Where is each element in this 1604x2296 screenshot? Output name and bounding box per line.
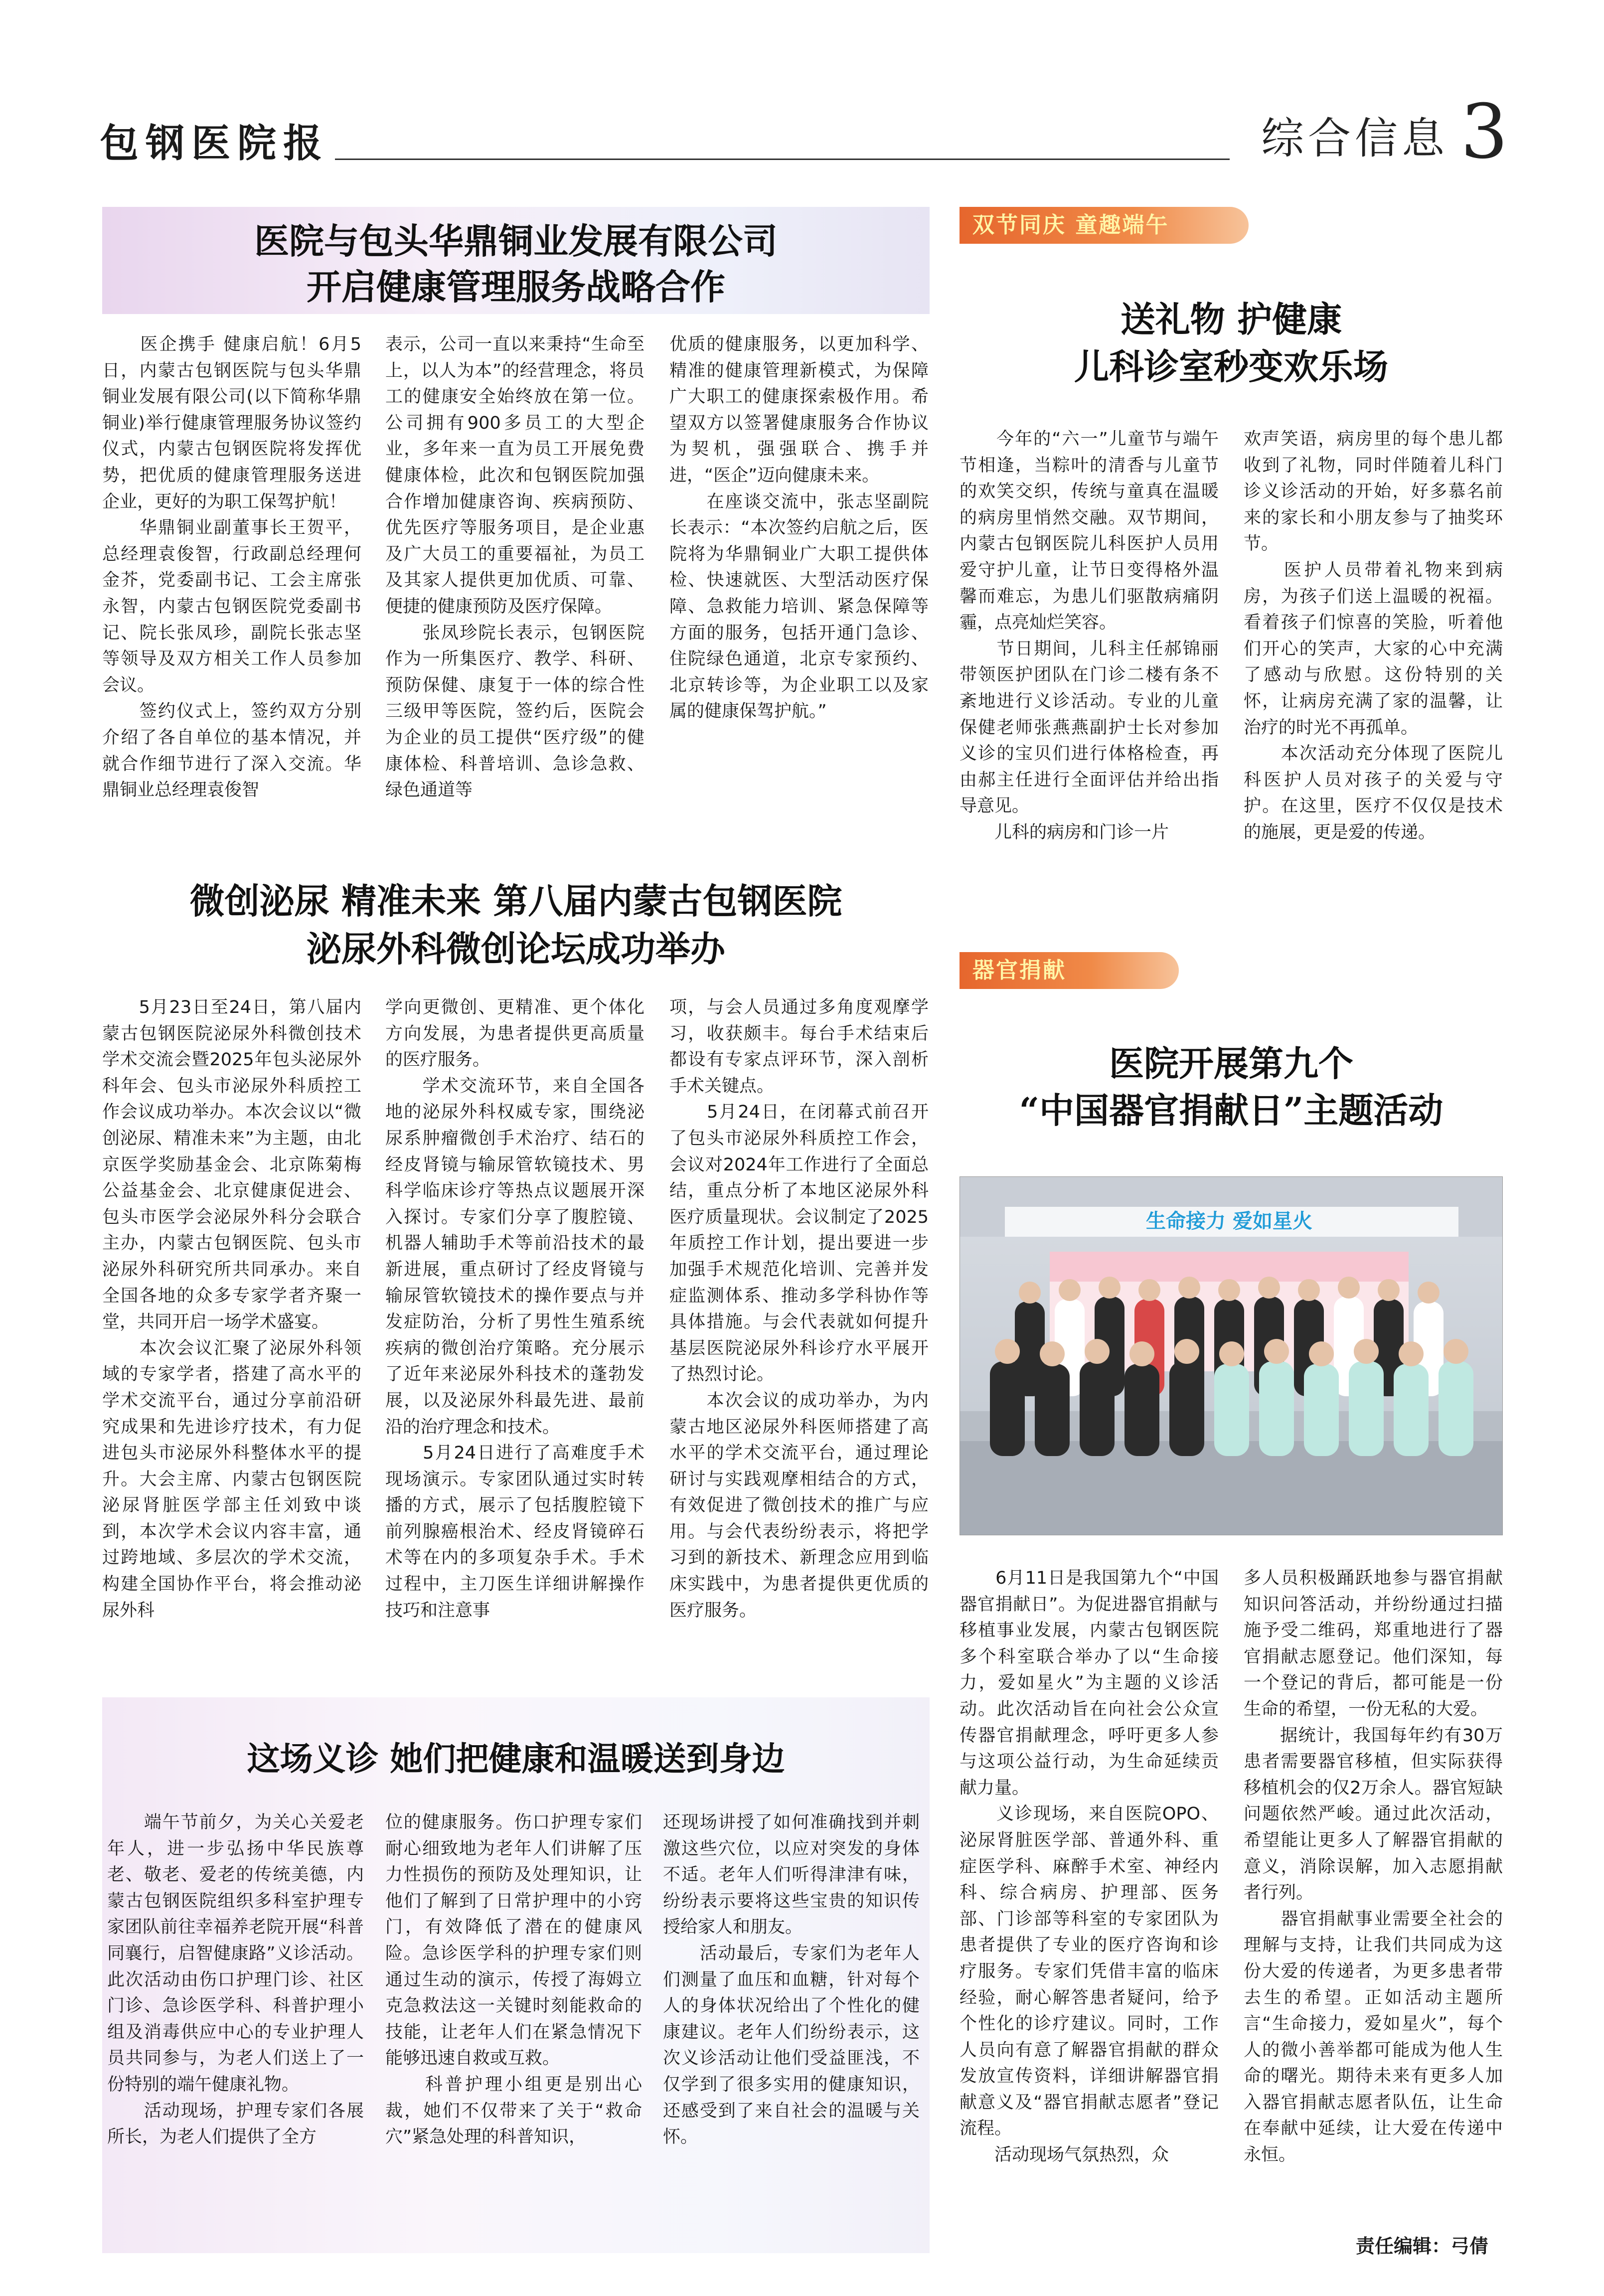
article2-headline-line1: 微创泌尿 精准未来 第八届内蒙古包钢医院 bbox=[189, 880, 842, 922]
article4-section-tag: 双节同庆 童趣端午 bbox=[960, 207, 1249, 244]
paper-name: 包钢医院报 bbox=[100, 121, 329, 166]
article3-column-2: 位的健康服务。伤口护理专家们耐心细致地为老年人们讲解了压力性损伤的预防及处理知识，让他们了解到了日常护理中的小窍门，有效降低了潜在的健康风险。急诊医学科的护理专家们则通过生动的演示，传授了海姆立克急救法这一关键时刻能救命的技能，让老年人们在紧急情况下能够迅速自救或互救。 科普护理小组更是别出心裁，她们不仅带来了关于“救命穴”紧急处理的科普知识， bbox=[385, 1812, 642, 2147]
article1-headline-line1: 医院与包头华鼎铜业发展有限公司 bbox=[254, 220, 778, 262]
article5-column-2: 多人员积极踊跃地参与器官捐献知识问答活动，并纷纷通过扫描施予受二维码，郑重地进行了器官捐献志愿登记。他们深知，每一个登记的背后，都可能是一份生命的希望，一份无私的大爱。 据统计，我国每年约有30万患者需要器官移植，但实际获得移植机会的仅2万余人。器官短缺问题依然严峻。通过此次活动，希望能让更多人了解器官捐献的意义，消除误解，加入志愿捐献者行列。 器官捐献事业需要全社会的理解与支持，让我们共同成为这份大爱的传递者，为更多患者带去生的希望。正如活动主题所言“生命接力，爱如星火”，每个人的微小善举都可能成为他人生命的曙光。期待未来有更多人加入器官捐献志愿者队伍，让生命在奉献中延续，让大爱在传递中永恒。 bbox=[1244, 1568, 1503, 2165]
article5-headline-line1: 医院开展第九个 bbox=[1109, 1043, 1353, 1084]
masthead-rule bbox=[335, 159, 1230, 160]
article1-headline-line2: 开启健康管理服务战略合作 bbox=[307, 266, 725, 308]
section-name: 综合信息 bbox=[1261, 114, 1448, 164]
article4-column-1: 今年的“六一”儿童节与端午节相逢，当粽叶的清香与儿童节的欢笑交织，传统与童真在温暖的病房里悄然交融。双节期间，内蒙古包钢医院儿科医护人员用爱守护儿童，让节日变得格外温馨而难忘，为患儿们驱散病痛阴霾，点亮灿烂笑容。 节日期间，儿科主任郝锦丽带领医护团队在门诊二楼有条不紊地进行义诊活动。专业的儿童保健老师张燕燕副护士长对参加义诊的宝贝们进行体格检查，再由郝主任进行全面评估并给出指导意见。 儿科的病房和门诊一片 bbox=[960, 429, 1219, 842]
article4-headline-line1: 送礼物 护健康 bbox=[1120, 299, 1342, 340]
article5-headline-line2: “中国器官捐献日”主题活动 bbox=[1019, 1090, 1444, 1131]
photo-banner-text: 生命接力 爱如星火 bbox=[1146, 1210, 1312, 1233]
article3-column-1: 端午节前夕，为关心关爱老年人，进一步弘扬中华民族尊老、敬老、爱老的传统美德，内蒙古包钢医院组织多科室护理专家团队前往幸福养老院开展“科普同襄行，启智健康路”义诊活动。此次活动由伤口护理门诊、社区门诊、急诊医学科、科普护理小组及消毒供应中心的专业护理人员共同参与，为老人们送上了一份特别的端午健康礼物。 活动现场，护理专家们各展所长，为老人们提供了全方 bbox=[107, 1812, 364, 2147]
photo-person-row-front bbox=[990, 1361, 1473, 1456]
article2-column-3: 项，与会人员通过多角度观摩学习，收获颇丰。每台手术结束后都设有专家点评环节，深入剖析手术关键点。 5月24日，在闭幕式前召开了包头市泌尿外科质控工作会，会议对2024年工作进行了全面总结，重点分析了本地区泌尿外科医疗质量现状。会议制定了2025年质控工作计划，提出要进一步加强手术规范化培训、完善并发症监测体系、推动多学科协作等具体措施。与会代表就如何提升基层医院泌尿外科诊疗水平展开了热烈讨论。 本次会议的成功举办，为内蒙古地区泌尿外科医师搭建了高水平的学术交流平台，通过理论研讨与实践观摩相结合的方式，有效促进了微创技术的推广与应用。与会代表纷纷表示，将把学习到的新技术、新理念应用到临床实践中，为患者提供更优质的医疗服务。 bbox=[669, 997, 929, 1621]
page-number: 3 bbox=[1460, 89, 1508, 175]
article1-column-2: 表示，公司一直以来秉持“生命至上，以人为本”的经营理念，将员工的健康安全始终放在第一位。公司拥有900多员工的大型企业，多年来一直为员工开展免费健康体检，此次和包钢医院加强合作增加健康咨询、疾病预防、优先医疗等服务项目，是企业惠及广大员工的重要福祉，为员工及其家人提供更加优质、可靠、便捷的健康预防及医疗保障。 张凤珍院长表示，包钢医院作为一所集医疗、教学、科研、预防保健、康复于一体的综合性三级甲等医院，签约后，医院会为企业的员工提供“医疗级”的健康体检、科普培训、急诊急救、绿色通道等 bbox=[385, 334, 644, 801]
responsible-editor: 责任编辑：弓倩 bbox=[1356, 2235, 1489, 2257]
article5-column-1: 6月11日是我国第九个“中国器官捐献日”。为促进器官捐献与移植事业发展，内蒙古包钢医院多个科室联合举办了以“生命接力，爱如星火”为主题的义诊活动。此次活动旨在向社会公众宣传器官捐献理念，呼吁更多人参与这项公益行动，为生命延续贡献力量。 义诊现场，来自医院OPO、泌尿肾脏医学部、普通外科、重症医学科、麻醉手术室、神经内科、综合病房、护理部、医务部、门诊部等科室的专家团队为患者提供了专业的医疗咨询和诊疗服务。专家们凭借丰富的临床经验，耐心解答患者疑问，给予个性化的诊疗建议。同时，工作人员向有意了解器官捐献的群众发放宣传资料，详细讲解器官捐献意义及“器官捐献志愿者”登记流程。 活动现场气氛热烈，众 bbox=[960, 1568, 1219, 2165]
article2-headline-line2: 泌尿外科微创论坛成功举办 bbox=[307, 928, 725, 970]
organ-donation-group-photo bbox=[960, 1176, 1503, 1535]
article2-column-2: 学向更微创、更精准、更个体化方向发展，为患者提供更高质量的医疗服务。 学术交流环节，来自全国各地的泌尿外科权威专家，围绕泌尿系肿瘤微创手术治疗、结石的经皮肾镜与输尿管软镜技术、男科学临床诊疗等热点议题展开深入探讨。专家们分享了腹腔镜、机器人辅助手术等前沿技术的最新进展，重点研讨了经皮肾镜与输尿管软镜技术的操作要点与并发症防治，分析了男性生殖系统疾病的微创治疗策略。充分展示了近年来泌尿外科技术的蓬勃发展，以及泌尿外科最先进、最前沿的治疗理念和技术。 5月24日进行了高难度手术现场演示。专家团队通过实时转播的方式，展示了包括腹腔镜下前列腺癌根治术、经皮肾镜碎石术等在内的多项复杂手术。手术过程中，主刀医生详细讲解操作技巧和注意事 bbox=[385, 997, 644, 1621]
article3-headline: 这场义诊 她们把健康和温暖送到身边 bbox=[247, 1739, 785, 1778]
article1-column-3: 优质的健康服务，以更加科学、精准的健康管理新模式，为保障广大职工的健康探索极作用。希望双方以签署健康服务合作协议为契机，强强联合、携手并进，“医企”迈向健康未来。 在座谈交流中，张志坚副院长表示：“本次签约启航之后，医院将为华鼎铜业广大职工提供体检、快速就医、大型活动医疗保障、急救能力培训、紧急保障等方面的服务，包括开通门急诊、住院绿色通道，北京专家预约、北京转诊等，为企业职工以及家属的健康保驾护航。” bbox=[669, 334, 929, 722]
article5-section-tag: 器官捐献 bbox=[960, 952, 1179, 989]
article3-column-3: 还现场讲授了如何准确找到并刺激这些穴位，以应对突发的身体不适。老年人们听得津津有味，纷纷表示要将这些宝贵的知识传授给家人和朋友。 活动最后，专家们为老年人们测量了血压和血糖，针对每个人的身体状况给出了个性化的健康建议。老年人们纷纷表示，这次义诊活动让他们受益匪浅，不仅学到了很多实用的健康知识，还感受到了来自社会的温暖与关怀。 bbox=[663, 1812, 920, 2147]
article4-column-2: 欢声笑语，病房里的每个患儿都收到了礼物，同时伴随着儿科门诊义诊活动的开始，好多慕名前来的家长和小朋友参与了抽奖环节。 医护人员带着礼物来到病房，为孩子们送上温暖的祝福。看着孩子们惊喜的笑脸，听着他们开心的笑声，大家的心中充满了感动与欣慰。这份特别的关怀，让病房充满了家的温馨，让治疗的时光不再孤单。 本次活动充分体现了医院儿科医护人员对孩子的关爱与守护。在这里，医疗不仅仅是技术的施展，更是爱的传递。 bbox=[1244, 429, 1503, 842]
article4-headline-line2: 儿科诊室秒变欢乐场 bbox=[1074, 346, 1388, 387]
article1-column-1: 医企携手 健康启航！6月5日，内蒙古包钢医院与包头华鼎铜业发展有限公司(以下简称华鼎铜业)举行健康管理服务协议签约仪式，内蒙古包钢医院将发挥优势，把优质的健康管理服务送进企业，更好的为职工保驾护航！ 华鼎铜业副董事长王贺平，总经理袁俊智，行政副总经理何金芥，党委副书记、工会主席张永智，内蒙古包钢医院党委副书记、院长张凤珍，副院长张志坚等领导及双方相关工作人员参加会议。 签约仪式上，签约双方分别介绍了各自单位的基本情况，并就合作细节进行了深入交流。华鼎铜业总经理袁俊智 bbox=[102, 334, 361, 801]
article2-column-1: 5月23日至24日，第八届内蒙古包钢医院泌尿外科微创技术学术交流会暨2025年包头泌尿外科年会、包头市泌尿外科质控工作会议成功举办。本次会议以“微创泌尿、精准未来”为主题，由北京医学奖励基金会、北京陈菊梅公益基金会、北京健康促进会、包头市医学会泌尿外科分会联合主办，内蒙古包钢医院、包头市泌尿外科研究所共同承办。来自全国各地的众多专家学者齐聚一堂，共同开启一场学术盛宴。 本次会议汇聚了泌尿外科领域的专家学者，搭建了高水平的学术交流平台，通过分享前沿研究成果和先进诊疗技术，有力促进包头市泌尿外科整体水平的提升。大会主席、内蒙古包钢医院泌尿肾脏医学部主任刘致中谈到，本次学术会议内容丰富，通过跨地域、多层次的学术交流，构建全国协作平台，将会推动泌尿外科 bbox=[102, 997, 361, 1621]
